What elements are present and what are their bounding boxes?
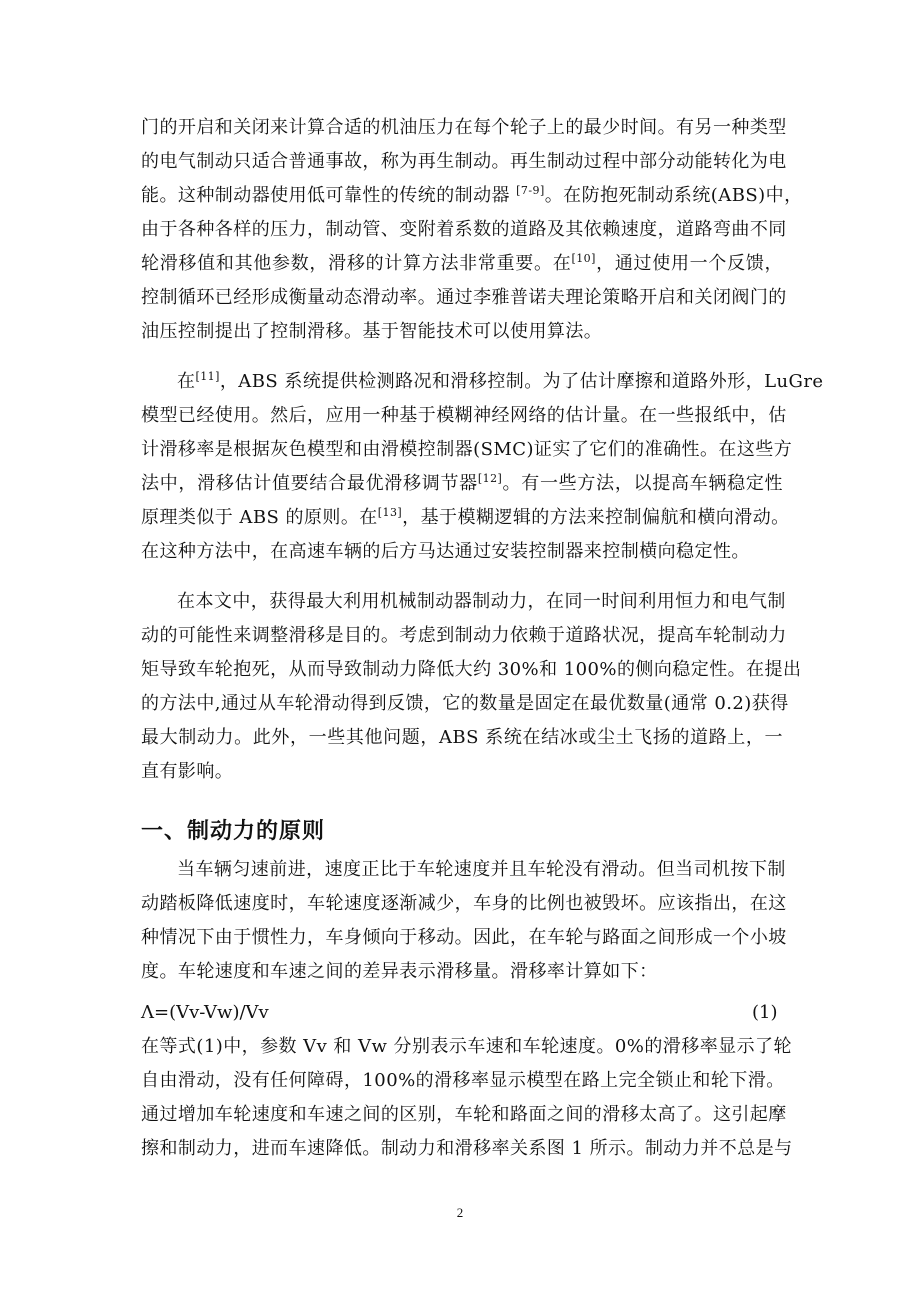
text-line: 直有影响。: [141, 761, 234, 782]
text-line: 动的可能性来调整滑移是目的。考虑到制动力依赖于道路状况，提高车轮制动力: [141, 625, 787, 646]
text-segment: 。在防抱死制动系统(ABS)中，: [544, 185, 803, 206]
text-line: 在等式(1)中，参数 Vv 和 Vw 分别表示车速和车轮速度。0%的滑移率显示了轮: [141, 1036, 792, 1057]
text-line: 由于各种各样的压力，制动管、变附着系数的道路及其依赖速度，道路弯曲不同: [141, 219, 787, 240]
text-segment: ，通过使用一个反馈，: [595, 253, 783, 274]
citation: [13]: [377, 506, 403, 519]
section-heading: 一、制动力的原则: [141, 819, 326, 844]
page-number: 2: [456, 1205, 464, 1220]
text-line: 最大制动力。此外，一些其他问题，ABS 系统在结冰或尘土飞扬的道路上，一: [141, 727, 783, 748]
text-segment: 法中，滑移估计值要结合最优滑移调节器: [141, 473, 478, 494]
text-segment: 轮滑移值和其他参数，滑移的计算方法非常重要。在: [141, 253, 572, 274]
text-line: 自由滑动，没有任何障碍，100%的滑移率显示模型在路上完全锁止和轮下滑。: [141, 1070, 785, 1091]
text-line: 在这种方法中，在高速车辆的后方马达通过安装控制器来控制横向稳定性。: [141, 541, 750, 562]
text-line: [141, 501, 790, 535]
text-segment: 原理类似于 ABS 的原则。在: [141, 507, 378, 528]
text-segment: 能。这种制动器使用低可靠性的传统的制动器: [141, 185, 517, 206]
text-line: [141, 247, 783, 281]
text-line: 擦和制动力，进而车速降低。制动力和滑移率关系图 1 所示。制动力并不总是与: [141, 1138, 793, 1159]
text-line: 在本文中，获得最大利用机械制动器制动力，在同一时间利用恒力和电气制: [177, 591, 786, 612]
text-line: 油压控制提出了控制滑移。基于智能技术可以使用算法。: [141, 321, 603, 342]
text-line: 动踏板降低速度时，车轮速度逐渐减少，车身的比例也被毁坏。应该指出，在这: [141, 893, 787, 914]
text-line: 门的开启和关闭来计算合适的机油压力在每个轮子上的最少时间。有另一种类型: [141, 117, 787, 138]
text-line: 度。车轮速度和车速之间的差异表示滑移量。滑移率计算如下：: [141, 961, 658, 982]
text-line: 模型已经使用。然后，应用一种基于模糊神经网络的估计量。在一些报纸中，估: [141, 405, 787, 426]
text-line: 的方法中,通过从车轮滑动得到反馈，它的数量是固定在最优数量(通常 0.2)获得: [141, 693, 789, 714]
text-line: 当车辆匀速前进，速度正比于车轮速度并且车轮没有滑动。但当司机按下制: [177, 859, 786, 880]
text-line: 控制循环已经形成衡量动态滑动率。通过李雅普诺夫理论策略开启和关闭阀门的: [141, 287, 787, 308]
citation: [12]: [477, 472, 503, 485]
text-segment: 。有一些方法，以提高车辆稳定性: [502, 473, 783, 494]
citation: [10]: [571, 252, 596, 265]
equation-number: (1): [752, 1002, 778, 1023]
text-line: 的电气制动只适合普通事故，称为再生制动。再生制动过程中部分动能转化为电: [141, 151, 787, 172]
text-line: [141, 179, 803, 213]
text-line: 矩导致车轮抱死，从而导致制动力降低大约 30%和 100%的侧向稳定性。在提出: [141, 659, 802, 680]
text-segment: ，ABS 系统提供检测路况和滑移控制。为了估计摩擦和道路外形，LuGre: [219, 371, 824, 392]
equation: Λ=(Vv-Vw)/Vv: [141, 1002, 269, 1023]
text-segment: ，基于模糊逻辑的方法来控制偏航和横向滑动。: [402, 507, 790, 528]
text-line: 通过增加车轮速度和车速之间的区别，车轮和路面之间的滑移太高了。这引起摩: [141, 1104, 787, 1125]
text-line: [177, 365, 824, 399]
text-line: [141, 467, 783, 501]
citation: [11]: [195, 370, 220, 383]
text-segment: 在: [177, 371, 196, 392]
text-line: 计滑移率是根据灰色模型和由滑模控制器(SMC)证实了它们的准确性。在这些方: [141, 439, 793, 460]
citation: [7-9]: [516, 184, 545, 197]
text-line: 种情况下由于惯性力，车身倾向于移动。因此，在车轮与路面之间形成一个小坡: [141, 927, 787, 948]
